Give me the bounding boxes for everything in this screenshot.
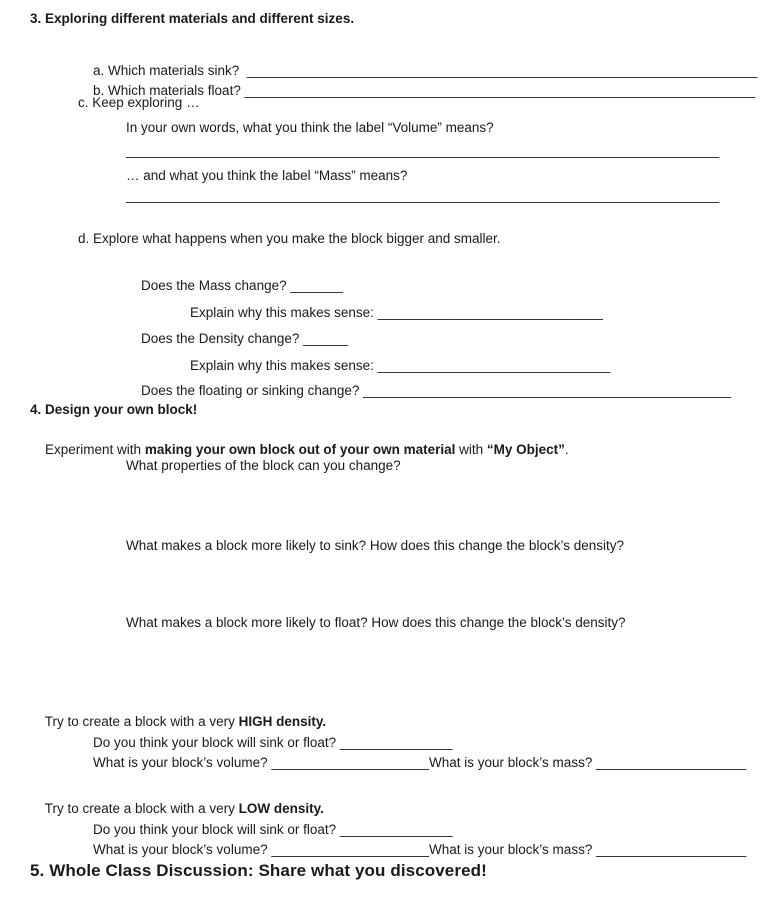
answer-blank-density-change: ______ [303,331,349,346]
answer-blank-high-mass: ____________________ [596,755,747,770]
answer-blank-high-sink-float: _______________ [339,735,453,750]
float-question: What makes a block more likely to float? How does this change the block’s density? [126,615,626,630]
intro-text: Experiment with [45,442,145,457]
properties-question: What properties of the block can you change? [126,458,401,473]
intro-text-bold: making your own block out of your own material [144,442,456,457]
sink-float-label: Do you think your block will sink or float? [93,735,340,750]
low-density-label: LOW density. [238,801,324,816]
answer-blank-explain-mass: ______________________________ [377,305,603,320]
explain-label: Explain why this makes sense: [190,358,378,373]
explain-label: Explain why this makes sense: [190,305,378,320]
section-4-heading: 4. Design your own block! [30,402,198,417]
question-b-label: b. Which materials float? [93,83,245,98]
question-a-label: a. Which materials sink? [93,63,247,78]
section-5-heading: 5. Whole Class Discussion: Share what you discovered! [30,861,487,880]
high-density-label: HIGH density. [238,714,327,729]
question-d-label: d. Explore what happens when you make the block bigger and smaller. [78,231,501,246]
sink-question: What makes a block more likely to sink? How does this change the block’s density? [126,538,624,553]
answer-blank-materials-float: ____________________________________________________________________ [244,83,756,98]
answer-blank-mass-change: _______ [290,278,343,293]
answer-line-volume: _______________________________________________________________________________ [126,143,720,158]
volume-label: What is your block’s volume? [93,842,272,857]
density-change-label: Does the Density change? [141,331,304,346]
float-sink-change-question [126,361,731,421]
answer-line-mass: _______________________________________________________________________________ [126,188,720,203]
mass-label: What is your block’s mass? [429,842,597,857]
mass-change-label: Does the Mass change? [141,278,291,293]
answer-blank-low-sink-float: _______________ [339,822,453,837]
volume-prompt: In your own words, what you think the label “Volume” means? [126,120,494,135]
sink-float-label: Do you think your block will sink or float? [93,822,340,837]
answer-blank-high-volume: _____________________ [271,755,430,770]
question-c-label: c. Keep exploring … [78,95,200,110]
answer-blank-explain-density: _______________________________ [377,358,611,373]
volume-label: What is your block’s volume? [93,755,272,770]
lead-text: Try to create a block with a very [44,801,239,816]
lead-text: Try to create a block with a very [44,714,239,729]
answer-blank-float-sink-change: _________________________________________________ [363,383,732,398]
section-3-heading: 3. Exploring different materials and different sizes. [30,11,355,26]
intro-text: . [564,442,569,457]
mass-label: What is your block’s mass? [429,755,597,770]
my-object-label: “My Object” [486,442,565,457]
answer-blank-materials-sink: ____________________________________________________________________ [246,63,758,78]
answer-blank-low-mass: ____________________ [596,842,747,857]
mass-prompt: … and what you think the label “Mass” means? [126,168,408,183]
float-sink-change-label: Does the floating or sinking change? [141,383,364,398]
intro-text: with [455,442,487,457]
answer-blank-low-volume: _____________________ [271,842,430,857]
